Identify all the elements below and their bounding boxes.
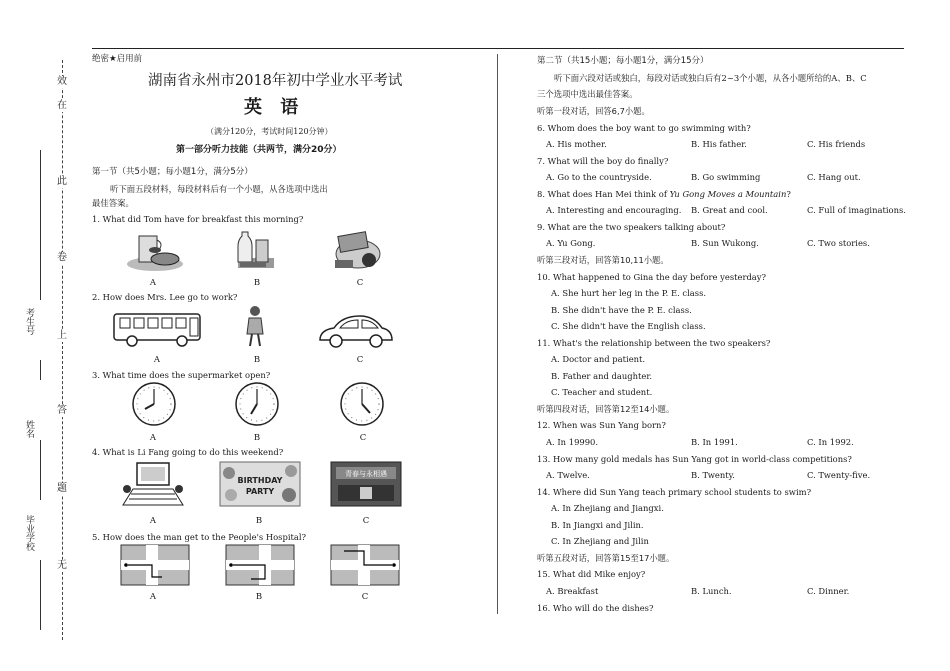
book-title: Yu Gong Moves a Mountain (669, 188, 787, 199)
question-text: 13. How many gold medals has Sun Yang got in world-class competitions? (537, 453, 852, 464)
answer-option: B. Sun Wukong. (691, 238, 759, 249)
meat-plate-picture (333, 228, 383, 272)
clock-picture (339, 381, 385, 427)
answer-option: C. Hang out. (807, 172, 861, 183)
option-label: C (359, 433, 367, 443)
answer-option: C. Full of imaginations. (807, 205, 906, 216)
answer-option: A. Interesting and encouraging. (546, 205, 682, 216)
svg-text:青春与永相遇: 青春与永相遇 (345, 470, 387, 478)
dialogue-heading: 听第三段对话，回答第10,11小题。 (537, 254, 669, 265)
answer-option: A. Doctor and patient. (551, 354, 646, 365)
question-3: 3. What time does the supermarket open? (92, 370, 271, 380)
option-label: A (149, 516, 157, 526)
option-label: A (149, 592, 157, 602)
instructions-line2: 最佳答案。 (92, 198, 134, 208)
answer-option: A. Go to the countryside. (546, 172, 652, 183)
option-label: C (356, 278, 364, 288)
clock-picture (234, 381, 280, 427)
name-line (40, 440, 41, 500)
walking-woman-picture (243, 304, 267, 348)
car-picture (316, 312, 396, 350)
answer-option: A. She hurt her leg in the P. E. class. (551, 288, 707, 299)
option-label: A (149, 278, 157, 288)
answer-option: B. Father and daughter. (551, 370, 653, 381)
binding-char: 效 (57, 76, 67, 87)
dialogue-heading: 听第一段对话，回答6,7小题。 (537, 106, 650, 116)
question-5: 5. How does the man get to the People's Hospital? (92, 532, 307, 542)
clock-picture (131, 381, 177, 427)
answer-option: A. In Zhejiang and Jiangxi. (551, 503, 664, 514)
answer-option: A. Twelve. (546, 470, 590, 481)
svg-text:BIRTHDAY: BIRTHDAY (237, 476, 283, 485)
answer-option: B. In Jiangxi and Jilin. (551, 519, 644, 530)
answer-option: B. Lunch. (691, 585, 732, 596)
option-label: C (356, 355, 364, 365)
answer-option: A. Yu Gong. (546, 238, 596, 249)
question-text: 10. What happened to Gina the day before yesterday? (537, 271, 767, 282)
binding-dashed-line (62, 60, 63, 640)
milk-bottle-picture (232, 224, 278, 272)
answer-option: B. His father. (691, 139, 747, 150)
answer-option: C. In 1992. (807, 437, 854, 447)
section1-heading: 第一节（共5小题；每小题1分，满分5分） (92, 167, 253, 177)
binding-char: 答 (57, 405, 67, 416)
binding-char: 无 (57, 560, 67, 571)
option-label: B (255, 516, 263, 526)
answer-option: C. Two stories. (807, 238, 870, 249)
answer-option: A. In 19990. (546, 437, 599, 447)
question-text: 15. What did Mike enjoy? (537, 569, 646, 580)
answer-option: C. She didn't have the English class. (551, 321, 706, 332)
bread-and-milk-picture (125, 226, 183, 272)
option-label: A (153, 355, 161, 365)
question-text: 8. What does Han Mei think of Yu Gong Moves a Mountain? (537, 188, 791, 199)
secret-mark: 绝密★启用前 (92, 54, 143, 64)
answer-option: B. She didn't have the P. E. class. (551, 304, 692, 315)
svg-text:PARTY: PARTY (245, 487, 275, 496)
binding-char: 在 (57, 100, 67, 111)
column-separator (497, 54, 498, 614)
school-label: 毕业学校 (24, 515, 34, 551)
binding-char: 上 (57, 330, 67, 341)
chinese-show-picture (330, 461, 402, 507)
score-note: （满分120分，考试时间120分钟） (206, 127, 333, 136)
answer-option: C. In Zhejiang and Jilin (551, 536, 649, 547)
option-label: C (362, 516, 370, 526)
answer-option: C. Dinner. (807, 585, 850, 596)
question-text: 6. Whom does the boy want to go swimming with? (537, 122, 751, 133)
exam-title: 湖南省永州市2018年初中学业水平考试 (148, 73, 403, 89)
section2-instructions-line1: 听下面六段对话或独白，每段对话或独白后有2~3个小题，从各小题所给的A、B、C (554, 73, 867, 83)
binding-char: 卷 (57, 252, 67, 263)
bus-picture (112, 310, 204, 348)
option-label: B (253, 355, 261, 365)
option-label: A (149, 433, 157, 443)
question-text: 11. What's the relationship between the two speakers? (537, 337, 771, 348)
route-map-picture (120, 544, 190, 586)
route-map-picture (330, 544, 400, 586)
answer-option: B. Great and cool. (691, 205, 768, 216)
field-line (40, 360, 41, 380)
dialogue-heading: 听第四段对话，回答第12至14小题。 (537, 403, 675, 414)
exam-number-line (40, 150, 41, 300)
question-2: 2. How does Mrs. Lee go to work? (92, 292, 238, 302)
option-label: B (253, 433, 261, 443)
route-map-picture (225, 544, 295, 586)
option-label: B (255, 592, 263, 602)
answer-option: C. His friends (807, 139, 866, 150)
question-text: 16. Who will do the dishes? (537, 602, 654, 613)
school-line (40, 560, 41, 630)
question-text: 12. When was Sun Yang born? (537, 420, 666, 431)
answer-option: A. His mother. (546, 139, 607, 150)
question-text: 7. What will the boy do finally? (537, 155, 669, 166)
answer-option: B. In 1991. (691, 437, 738, 447)
answer-option: C. Twenty-five. (807, 470, 871, 481)
answer-option: B. Twenty. (691, 470, 735, 481)
binding-char: 题 (57, 483, 67, 494)
section2-instructions-line2: 三个选项中选出最佳答案。 (537, 89, 638, 99)
birthday-party-picture (219, 461, 301, 507)
top-rule (92, 48, 904, 49)
part1-heading: 第一部分听力技能（共两节，满分20分） (176, 145, 342, 155)
computer-class-picture (117, 461, 189, 509)
exam-number-label: 考生号 (24, 308, 34, 335)
name-label: 姓名 (24, 420, 34, 438)
answer-option: B. Go swimming (691, 172, 761, 183)
answer-option: C. Teacher and student. (551, 387, 653, 398)
subject-title: 英 语 (244, 97, 305, 118)
instructions-line1: 听下面五段材料，每段材料后有一个小题，从各选项中选出 (110, 184, 328, 194)
question-text: 9. What are the two speakers talking about? (537, 221, 726, 232)
answer-option: A. Breakfast (546, 585, 599, 596)
question-1: 1. What did Tom have for breakfast this morning? (92, 214, 304, 224)
question-text: 14. Where did Sun Yang teach primary school students to swim? (537, 486, 812, 497)
option-label: B (253, 278, 261, 288)
option-label: C (361, 592, 369, 602)
dialogue-heading: 听第五段对话，回答第15至17小题。 (537, 552, 675, 563)
section2-heading: 第二节（共15小题；每小题1分，满分15分） (537, 56, 709, 66)
binding-char: 此 (57, 176, 67, 187)
question-4: 4. What is Li Fang going to do this weekend? (92, 447, 284, 457)
